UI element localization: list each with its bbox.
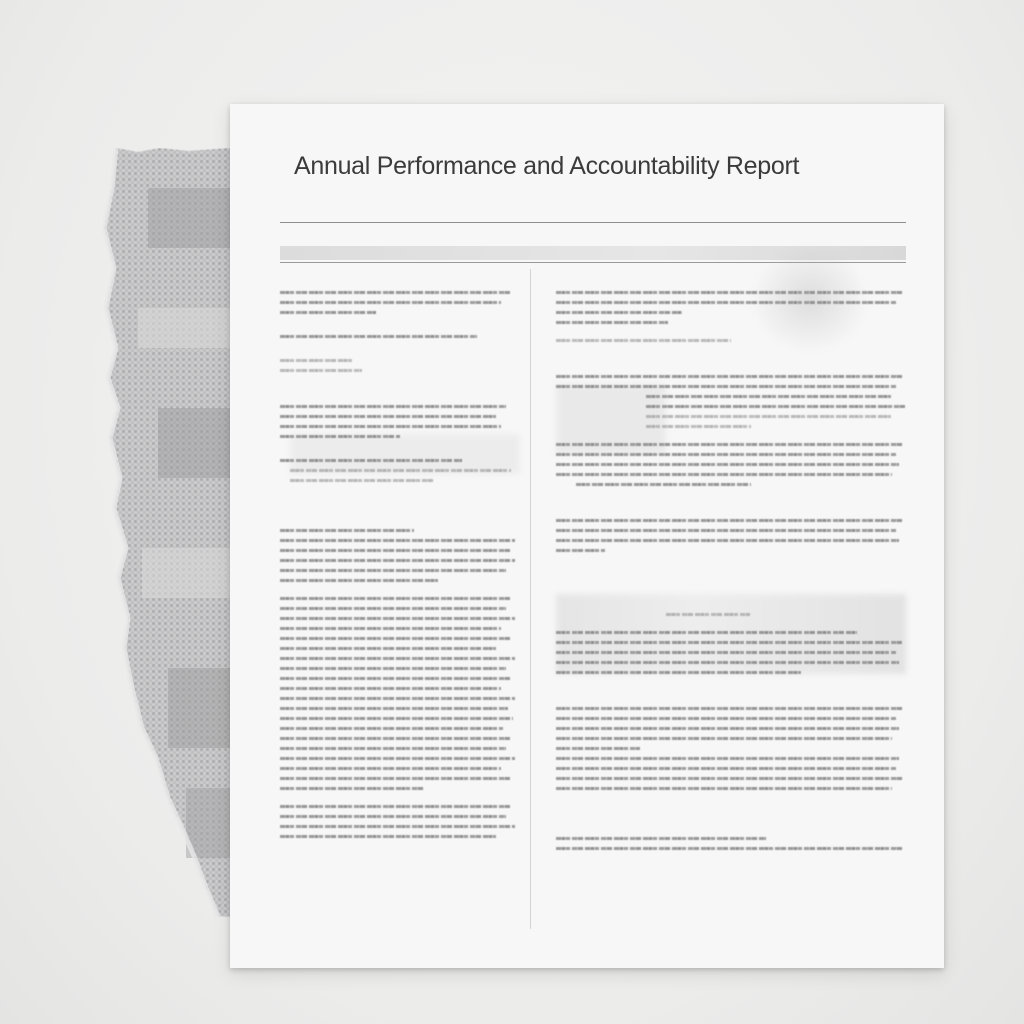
- text-block: [280, 805, 520, 838]
- text-block: [556, 631, 906, 674]
- fabric-strip: [98, 148, 248, 918]
- text-block: [556, 707, 906, 790]
- section-heading: [280, 510, 520, 522]
- text-block: [280, 529, 520, 582]
- right-column: [556, 264, 906, 850]
- section-heading: [280, 386, 520, 398]
- text-block: [280, 405, 520, 438]
- text-block: [556, 375, 906, 428]
- title-rule: [280, 222, 906, 223]
- left-column: [280, 264, 520, 838]
- text-block: [280, 291, 520, 314]
- text-block: [556, 443, 906, 486]
- text-block: [280, 459, 520, 482]
- text-block: [280, 597, 520, 790]
- text-block: [556, 837, 906, 850]
- section-heading: [556, 818, 906, 830]
- text-block: [280, 359, 520, 372]
- section-heading: [556, 500, 906, 512]
- section-heading: [280, 272, 520, 284]
- report-title: Annual Performance and Accountability Report: [294, 152, 800, 180]
- text-block: [556, 519, 906, 552]
- column-divider: [530, 269, 531, 929]
- report-page: [230, 104, 944, 968]
- section-heading: [556, 594, 906, 606]
- text-block: [556, 291, 906, 324]
- section-heading: [556, 272, 906, 284]
- section-heading: [556, 356, 906, 368]
- section-heading: [556, 688, 906, 700]
